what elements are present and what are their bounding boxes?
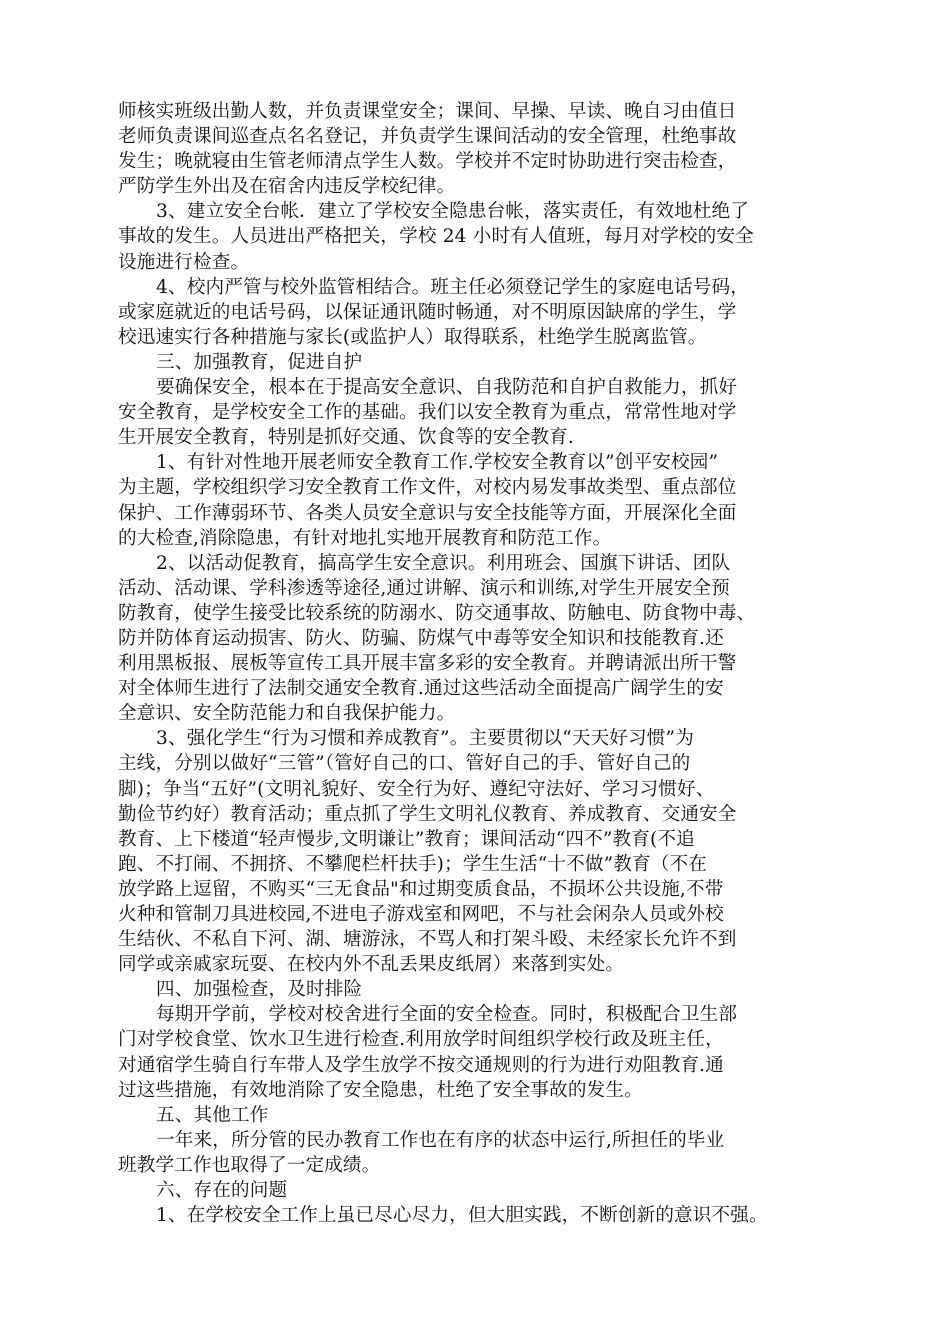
text-line: 教育、上下楼道“轻声慢步,文明谦让”教育；课间活动“四不”教育(不追 <box>118 828 695 850</box>
text-line: 1、有针对性地开展老师安全教育工作.学校安全教育以”创平安校园” <box>156 452 719 474</box>
text-line: 放学路上逗留，不购买“三无食品"和过期变质食品，不损坏公共设施,不带 <box>118 878 724 900</box>
text-line: 同学或亲戚家玩耍、在校内外不乱丢果皮纸屑）来落到实处。 <box>118 954 625 976</box>
text-line: 老师负责课间巡查点名名登记，并负责学生课间活动的安全管理，杜绝事故 <box>118 126 737 148</box>
text-line: 1、在学校安全工作上虽已尽心尽力，但大胆实践，不断创新的意识不强。 <box>156 1205 768 1227</box>
text-line: 安全教育，是学校安全工作的基础。我们以安全教育为重点，常常性地对学 <box>118 402 737 424</box>
text-line: 保护、工作薄弱环节、各类人员安全意识与安全技能等方面，开展深化全面 <box>118 502 737 524</box>
text-line: 四、加强检查，及时排险 <box>156 979 363 1001</box>
text-line: 脚)；争当“五好”(文明礼貌好、安全行为好、遵纪守法好、学习习惯好、 <box>118 778 715 800</box>
text-line: 事故的发生。人员进出严格把关，学校 24 小时有人值班，每月对学校的安全 <box>118 226 754 248</box>
text-line: 2、以活动促教育，搞高学生安全意识。利用班会、国旗下讲话、团队 <box>156 552 731 574</box>
document-body <box>118 99 874 1228</box>
text-line: 对全体师生进行了法制交通安全教育.通过这些活动全面提高广阔学生的安 <box>118 678 724 700</box>
text-line: 为主题，学校组织学习安全教育工作文件，对校内易发事故类型、重点部位 <box>118 477 737 499</box>
text-line: 发生；晚就寝由生管老师清点学生人数。学校并不定时协助进行突击检查， <box>118 151 737 173</box>
text-line: 三、加强教育，促进自护 <box>156 351 363 373</box>
text-line: 生开展安全教育，特别是抓好交通、饮食等的安全教育. <box>118 427 574 449</box>
text-line: 防并防体育运动损害、防火、防骗、防煤气中毒等安全知识和技能教育.还 <box>118 627 724 649</box>
text-line: 师核实班级出勤人数，并负责课堂安全；课间、早操、早读、晚自习由值日 <box>118 101 737 122</box>
text-line: 跑、不打闹、不拥挤、不攀爬栏杆扶手)；学生生活“十不做”教育（不在 <box>118 853 708 875</box>
text-line: 一年来，所分管的民办教育工作也在有序的状态中运行,所担任的毕业 <box>156 1129 725 1151</box>
text-line: 严防学生外出及在宿舍内违反学校纪律。 <box>118 176 456 198</box>
text-line: 生结伙、不私自下河、湖、塘游泳，不骂人和打架斗殴、未经家长允许不到 <box>118 929 737 951</box>
text-line: 防教育，使学生接受比较系统的防溺水、防交通事故、防触电、防食物中毒、 <box>118 602 756 624</box>
text-line: 对通宿学生骑自行车带人及学生放学不按交通规则的行为进行劝阻教育.通 <box>118 1054 724 1076</box>
text-line: 4、校内严管与校外监管相结合。班主任必须登记学生的家庭电话号码， <box>156 276 750 298</box>
text-line: 每期开学前，学校对校舍进行全面的安全检查。同时，积极配合卫生部 <box>156 1004 738 1026</box>
text-line: 设施进行检查。 <box>118 251 250 273</box>
text-line: 勤俭节约好）教育活动；重点抓了学生文明礼仪教育、养成教育、交通安全 <box>118 803 737 825</box>
text-line: 全意识、安全防范能力和自我保护能力。 <box>118 703 456 725</box>
text-line: 过这些措施，有效地消除了安全隐患，杜绝了安全事故的发生。 <box>118 1079 643 1101</box>
text-line: 或家庭就近的电话号码，以保证通讯随时畅通，对不明原因缺席的学生，学 <box>118 301 737 323</box>
text-line: 的大检查,消除隐患，有针对地扎实地开展教育和防范工作。 <box>118 527 612 549</box>
text-line: 五、其他工作 <box>156 1104 269 1126</box>
text-line: 火种和管制刀具进校园,不进电子游戏室和网吧，不与社会闲杂人员或外校 <box>118 904 724 925</box>
text-line: 3、强化学生“行为习惯和养成教育”。主要贯彻以“天天好习惯”为 <box>156 728 694 750</box>
text-line: 要确保安全，根本在于提高安全意识、自我防范和自护自救能力，抓好 <box>156 377 738 399</box>
text-line: 3、建立安全台帐．建立了学校安全隐患台帐，落实责任，有效地杜绝了 <box>156 201 750 223</box>
text-line: 利用黑板报、展板等宣传工具开展丰富多彩的安全教育。并聘请派出所干警 <box>118 653 737 675</box>
text-line: 门对学校食堂、饮水卫生进行检查.利用放学时间组织学校行政及班主任， <box>118 1029 724 1051</box>
text-line: 班教学工作也取得了一定成绩。 <box>118 1154 381 1176</box>
text-line: 主线，分别以做好“三管”（管好自己的口、管好自己的手、管好自己的 <box>118 753 691 775</box>
text-line: 校迅速实行各种措施与家长(或监护人）取得联系，杜绝学生脱离监管。 <box>118 326 707 348</box>
text-line: 六、存在的问题 <box>156 1180 288 1202</box>
text-line: 活动、活动课、学科渗透等途径,通过讲解、演示和训练,对学生开展安全预 <box>118 577 730 599</box>
